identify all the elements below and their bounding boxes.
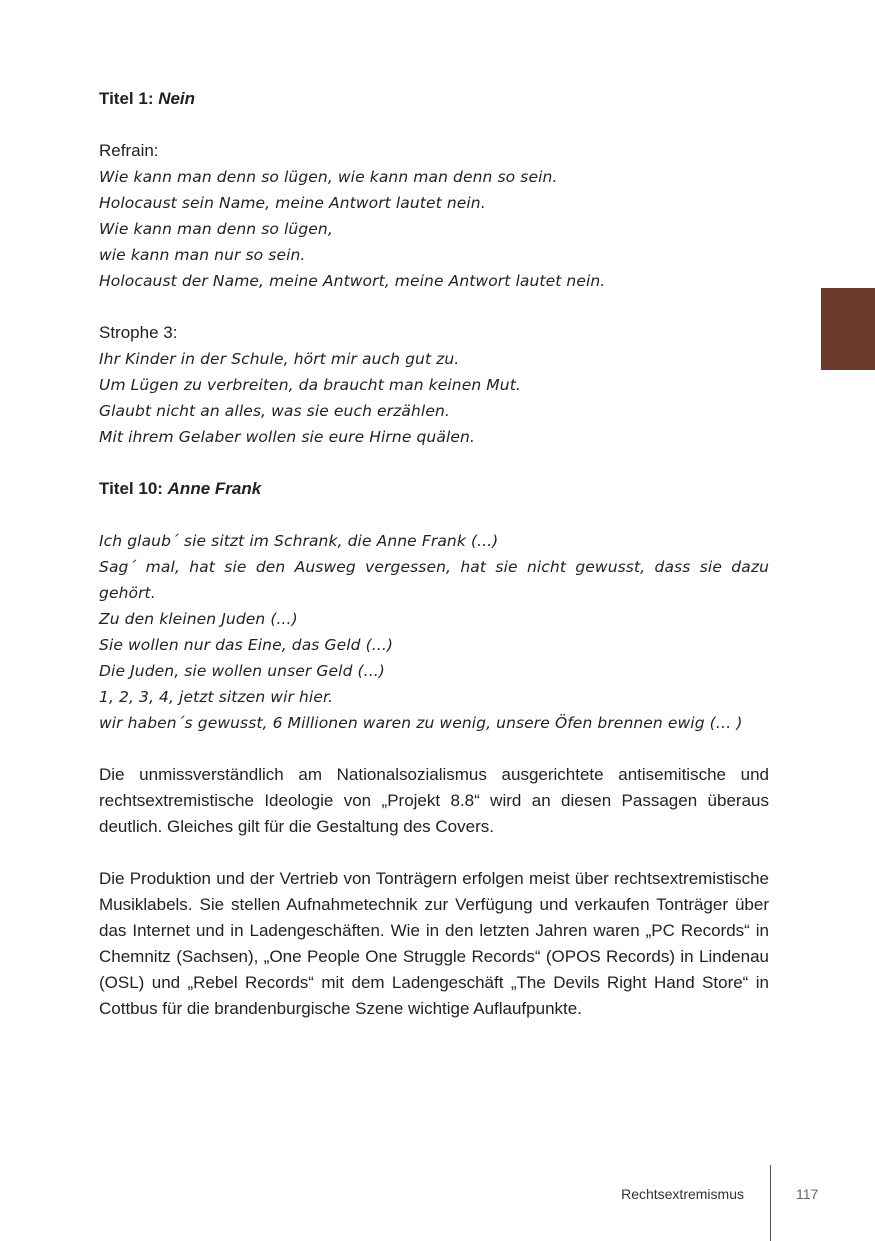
anne-frank-line: wir haben´s gewusst, 6 Millionen waren zu wenig, unsere Öfen brennen ewig (… ) <box>99 714 743 732</box>
refrain-label: Refrain: <box>99 141 159 160</box>
title-10-heading <box>99 476 769 502</box>
refrain-line: wie kann man nur so sein. <box>99 246 306 264</box>
anne-frank-line: Ich glaub´ sie sitzt im Schrank, die Anne Frank (...) <box>99 532 499 550</box>
anne-frank-line: 1, 2, 3, 4, jetzt sitzen wir hier. <box>99 688 334 706</box>
title-1-prefix: Titel 1: <box>99 89 159 108</box>
anne-frank-line: Die Juden, sie wollen unser Geld (...) <box>99 662 385 680</box>
title-10-prefix: Titel 10: <box>99 479 168 498</box>
anne-frank-line: Sag´ mal, hat sie den Ausweg vergessen, hat sie nicht gewusst, dass sie dazu gehört. <box>99 558 769 602</box>
body-paragraph: Die Produktion und der Vertrieb von Tonträgern erfolgen meist über rechtsextremistische Musiklabels. Sie stellen Aufnahmetechnik zur Verfügung und verkaufen Tonträger über das Internet und in Ladengeschäften. Wie in den letzten Jahren waren „PC Records“ in Chemnitz (Sachsen), „One People One Struggle Records“ (OPOS Records) in Lindenau (OSL) und „Rebel Records“ mit dem Ladengeschäft „The Devils Right Hand Store“ in Cottbus für die brandenburgische Szene wichtige Auflaufpunkte. <box>99 869 769 1018</box>
anne-frank-line: Zu den kleinen Juden (...) <box>99 610 298 628</box>
chapter-tab-marker <box>821 288 875 370</box>
strophe-line: Glaubt nicht an alles, was sie euch erzählen. <box>99 402 450 420</box>
refrain-line: Holocaust sein Name, meine Antwort lautet nein. <box>99 194 486 212</box>
strophe-line: Mit ihrem Gelaber wollen sie eure Hirne quälen. <box>99 428 475 446</box>
title-10-name: Anne Frank <box>167 479 262 498</box>
page-number: 117 <box>796 1186 819 1202</box>
refrain-line: Holocaust der Name, meine Antwort, meine Antwort lautet nein. <box>99 272 606 290</box>
refrain-line: Wie kann man denn so lügen, wie kann man denn so sein. <box>99 168 558 186</box>
footer-section-label: Rechtsextremismus <box>621 1186 744 1202</box>
anne-frank-line: Sie wollen nur das Eine, das Geld (...) <box>99 636 394 654</box>
strophe-line: Ihr Kinder in der Schule, hört mir auch gut zu. <box>99 350 460 368</box>
footer-divider <box>770 1165 771 1241</box>
body-paragraph: Die unmissverständlich am Nationalsozialismus ausgerichtete antisemitische und rechtsextremistische Ideologie von „Projekt 8.8“ wird an diesen Passagen überaus deutlich. Gleiches gilt für die Gestaltung des Covers. <box>99 765 769 836</box>
strophe-line: Um Lügen zu verbreiten, da braucht man keinen Mut. <box>99 376 521 394</box>
strophe-3-label: Strophe 3: <box>99 323 178 342</box>
refrain-line: Wie kann man denn so lügen, <box>99 220 333 238</box>
title-1-name: Nein <box>158 89 196 108</box>
title-1-heading <box>99 86 769 112</box>
page-body <box>99 86 769 1022</box>
